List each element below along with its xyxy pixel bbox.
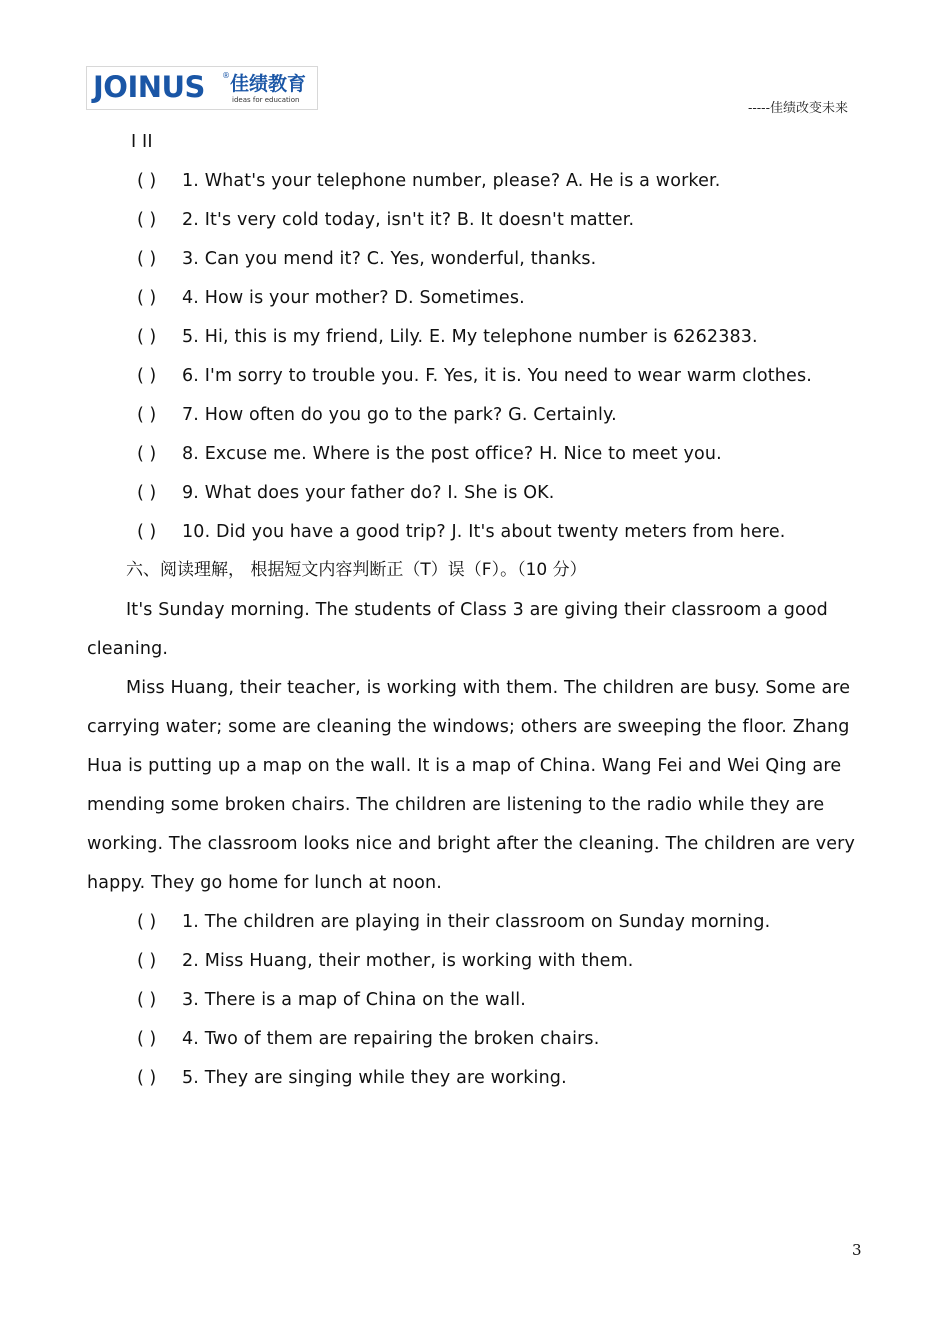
passage-line: Hua is putting up a map on the wall. It is a map of China. Wang Fei and Wei Qing are <box>87 756 842 776</box>
matching-item-text: 5. Hi, this is my friend, Lily. E. My telephone number is 6262383. <box>182 327 758 347</box>
answer-bracket: ( ) <box>137 210 157 230</box>
question-text: 4. Two of them are repairing the broken chairs. <box>182 1029 600 1049</box>
page-number: 3 <box>852 1241 862 1259</box>
passage-line: It's Sunday morning. The students of Class 3 are giving their classroom a good <box>126 600 828 620</box>
passage-line: working. The classroom looks nice and bright after the cleaning. The children are very <box>87 834 856 854</box>
passage-line: happy. They go home for lunch at noon. <box>87 873 442 893</box>
answer-bracket: ( ) <box>137 912 157 932</box>
header-slogan: -----佳绩改变未来 <box>748 101 848 116</box>
question-text: 1. The children are playing in their classroom on Sunday morning. <box>182 912 771 932</box>
matching-item-text: 3. Can you mend it? C. Yes, wonderful, thanks. <box>182 249 597 269</box>
answer-bracket: ( ) <box>137 249 157 269</box>
matching-item-text: 1. What's your telephone number, please? A. He is a worker. <box>182 171 721 191</box>
question-text: 2. Miss Huang, their mother, is working with them. <box>182 951 634 971</box>
logo-chinese-name: 佳绩教育 <box>230 73 307 95</box>
answer-bracket: ( ) <box>137 483 157 503</box>
question-text: 3. There is a map of China on the wall. <box>182 990 527 1010</box>
answer-bracket: ( ) <box>137 444 157 464</box>
question-text: 5. They are singing while they are working. <box>182 1068 567 1088</box>
answer-bracket: ( ) <box>137 171 157 191</box>
answer-bracket: ( ) <box>137 405 157 425</box>
answer-bracket: ( ) <box>137 366 157 386</box>
answer-bracket: ( ) <box>137 1029 157 1049</box>
answer-bracket: ( ) <box>137 288 157 308</box>
matching-item-text: 2. It's very cold today, isn't it? B. It doesn't matter. <box>182 210 635 230</box>
matching-item-text: 10. Did you have a good trip? J. It's about twenty meters from here. <box>182 522 786 542</box>
answer-bracket: ( ) <box>137 327 157 347</box>
matching-item-text: 6. I'm sorry to trouble you. F. Yes, it is. You need to wear warm clothes. <box>182 366 812 386</box>
matching-item-text: 4. How is your mother? D. Sometimes. <box>182 288 525 308</box>
passage-line: carrying water; some are cleaning the windows; others are sweeping the floor. Zhang <box>87 717 850 737</box>
answer-bracket: ( ) <box>137 1068 157 1088</box>
logo-tagline: ideas for education <box>232 96 300 104</box>
section-title: 六、阅读理解， 根据短文内容判断正（T）误（F）。（10 分） <box>126 560 587 580</box>
passage-line: Miss Huang, their teacher, is working with them. The children are busy. Some are <box>126 678 851 698</box>
matching-item-text: 7. How often do you go to the park? G. Certainly. <box>182 405 617 425</box>
passage-line: mending some broken chairs. The children are listening to the radio while they are <box>87 795 825 815</box>
answer-bracket: ( ) <box>137 522 157 542</box>
matching-item-text: 9. What does your father do? I. She is OK. <box>182 483 555 503</box>
answer-bracket: ( ) <box>137 951 157 971</box>
matching-column-header: I II <box>131 132 153 152</box>
answer-bracket: ( ) <box>137 990 157 1010</box>
logo-wordmark: JOINUS <box>93 70 205 104</box>
matching-item-text: 8. Excuse me. Where is the post office? H. Nice to meet you. <box>182 444 722 464</box>
passage-line: cleaning. <box>87 639 169 659</box>
logo-registered-mark: ® <box>222 71 230 80</box>
joinus-logo <box>86 66 318 110</box>
